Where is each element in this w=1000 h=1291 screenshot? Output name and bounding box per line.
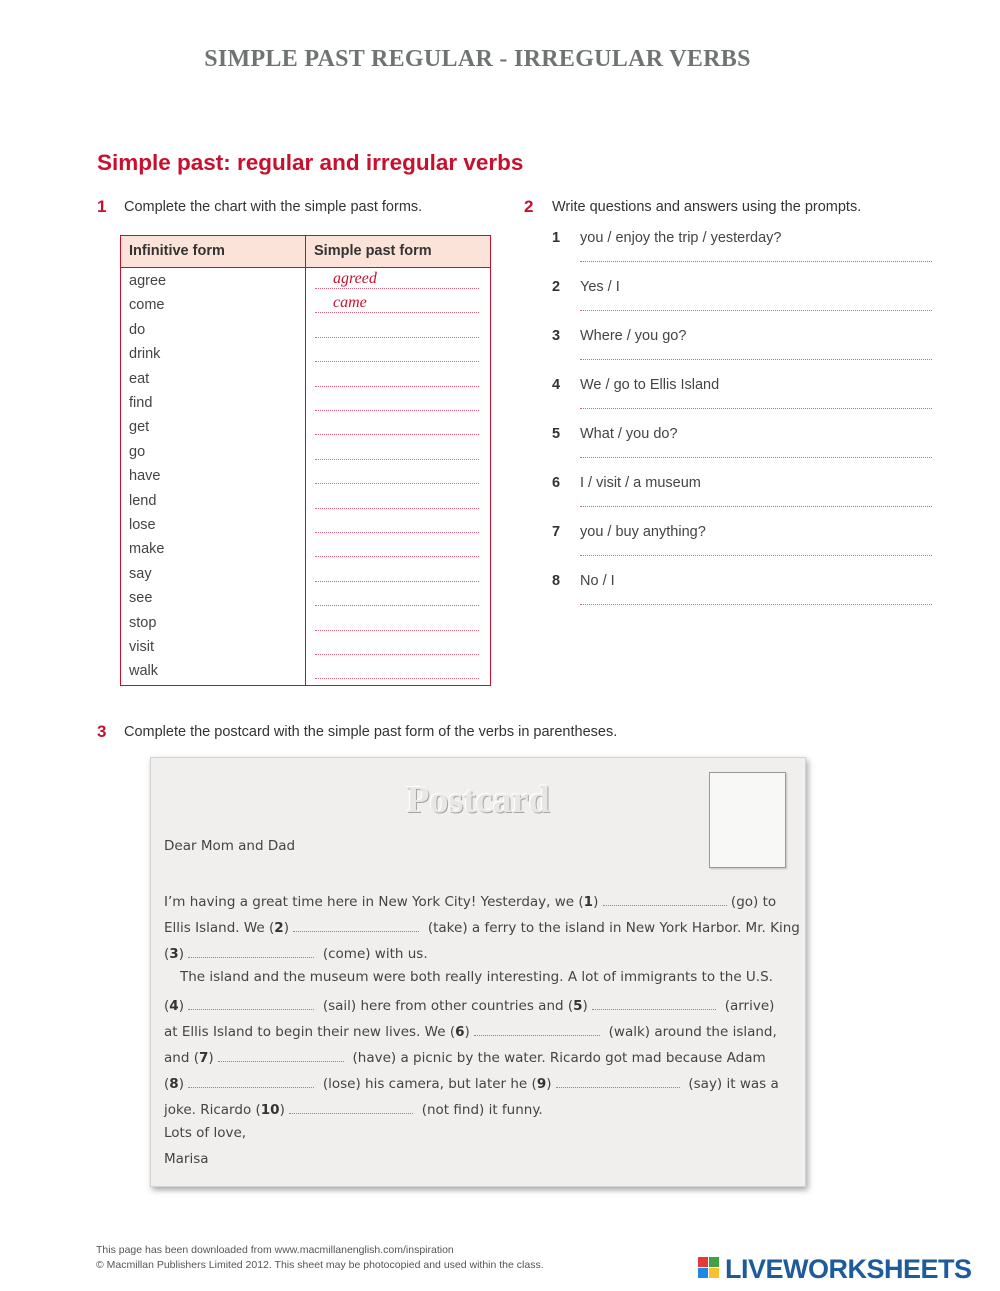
- text: Ellis Island. We (: [164, 920, 275, 936]
- chart-row: [121, 319, 490, 343]
- blank-8-input[interactable]: [188, 1073, 314, 1088]
- postcard-line: (4) (sail) here from other countries and (5) (arrive): [164, 995, 774, 1014]
- blank-9-input[interactable]: [556, 1073, 680, 1088]
- text: (go) to: [730, 894, 777, 910]
- logo-square: [698, 1257, 708, 1267]
- logo-square: [698, 1268, 708, 1278]
- blank-1-input[interactable]: [603, 891, 727, 906]
- exercise-1-header: [97, 197, 423, 217]
- blank-10-input[interactable]: [289, 1099, 413, 1114]
- simple-past-input[interactable]: [315, 508, 479, 509]
- prompt-number: 6: [552, 475, 561, 491]
- text: joke. Ricardo (: [164, 1102, 261, 1118]
- text: and (: [164, 1050, 199, 1066]
- exercise-number: 2: [524, 197, 534, 216]
- prompt-text: We / go to Ellis Island: [580, 377, 720, 393]
- simple-past-input[interactable]: [315, 312, 479, 313]
- answer-input[interactable]: [580, 555, 932, 556]
- blank-number: 9: [536, 1076, 547, 1092]
- blank-7-input[interactable]: [218, 1047, 344, 1062]
- blank-number: 7: [198, 1050, 209, 1066]
- postcard-line: (3) (come) with us.: [164, 943, 428, 962]
- simple-past-input[interactable]: [315, 556, 479, 557]
- prompt-item: [552, 426, 932, 474]
- prompt-number: 3: [552, 328, 561, 344]
- exercise-number: 3: [97, 722, 107, 741]
- filled-answer: agreed: [333, 270, 377, 287]
- simple-past-input[interactable]: [315, 630, 479, 631]
- answer-input[interactable]: [580, 408, 932, 409]
- simple-past-input[interactable]: [315, 459, 479, 460]
- infinitive-form: get: [129, 419, 150, 436]
- simple-past-input[interactable]: [315, 678, 479, 679]
- prompt-item: [552, 475, 932, 523]
- exercise-2-header: [524, 197, 862, 217]
- exercise-number: 1: [97, 197, 107, 216]
- prompt-number: 7: [552, 524, 561, 540]
- blank-number: 8: [169, 1076, 179, 1092]
- prompt-item: [552, 328, 932, 376]
- simple-past-input[interactable]: [315, 386, 479, 387]
- text: (take) a ferry to the island in New York Harbor. Mr. King: [427, 920, 800, 936]
- simple-past-input[interactable]: [315, 288, 479, 289]
- infinitive-form: agree: [129, 273, 167, 289]
- stamp-box: [709, 772, 786, 868]
- blank-number: 3: [169, 946, 179, 962]
- prompt-number: 5: [552, 426, 561, 442]
- chart-row: [121, 270, 490, 294]
- filled-answer: came: [333, 294, 367, 312]
- infinitive-form: lend: [129, 492, 157, 509]
- answer-input[interactable]: [580, 604, 932, 605]
- section-heading: Simple past: regular and irregular verbs: [97, 150, 524, 175]
- simple-past-input[interactable]: [315, 532, 479, 533]
- blank-number: 6: [455, 1024, 465, 1040]
- chart-row: [121, 514, 490, 538]
- infinitive-form: make: [129, 541, 165, 558]
- simple-past-input[interactable]: [315, 410, 479, 411]
- infinitive-form: see: [129, 590, 153, 607]
- answer-input[interactable]: [580, 261, 932, 262]
- chart-row: [121, 563, 490, 587]
- chart-row: [121, 441, 490, 465]
- logo-icon: [698, 1257, 720, 1279]
- simple-past-input[interactable]: [315, 434, 479, 435]
- blank-6-input[interactable]: [474, 1021, 600, 1036]
- postcard-line: Ellis Island. We (2) (take) a ferry to the island in New York Harbor. Mr. King: [164, 917, 800, 936]
- blank-2-input[interactable]: [293, 917, 419, 932]
- chart-row: [121, 343, 490, 367]
- simple-past-input[interactable]: [315, 337, 479, 338]
- blank-number: 10: [260, 1102, 280, 1118]
- text: (sail) here from other countries and (: [322, 998, 574, 1014]
- chart-row: [121, 612, 490, 636]
- text: (lose) his camera, but later he (: [322, 1076, 537, 1092]
- logo-square: [709, 1268, 719, 1278]
- answer-input[interactable]: [580, 359, 932, 360]
- answer-input[interactable]: [580, 457, 932, 458]
- prompt-number: 8: [552, 573, 561, 589]
- prompt-item: [552, 573, 932, 621]
- simple-past-input[interactable]: [315, 581, 479, 582]
- footer-source: This page has been downloaded from www.macmillanenglish.com/inspiration: [96, 1244, 454, 1256]
- text: (have) a picnic by the water. Ricardo got mad because Adam: [352, 1050, 766, 1066]
- infinitive-form: find: [129, 395, 153, 411]
- postcard-line: and (7) (have) a picnic by the water. Ricardo got mad because Adam: [164, 1047, 766, 1066]
- blank-number: 1: [583, 894, 594, 910]
- postcard-signature: Marisa: [164, 1151, 209, 1167]
- prompt-number: 1: [552, 230, 561, 246]
- chart-row: [121, 465, 490, 489]
- simple-past-input[interactable]: [315, 483, 479, 484]
- text: (arrive): [724, 998, 775, 1014]
- infinitive-form: do: [129, 321, 146, 338]
- prompt-text: I / visit / a museum: [580, 475, 701, 491]
- text: I’m having a great time here in New York City! Yesterday, we (: [164, 894, 584, 910]
- chart-row: [121, 294, 490, 318]
- postcard-line: joke. Ricardo (10) (not find) it funny.: [164, 1099, 543, 1118]
- chart-row: [121, 416, 490, 440]
- simple-past-input[interactable]: [315, 654, 479, 655]
- prompt-item: [552, 377, 932, 425]
- text: (come) with us.: [322, 946, 428, 962]
- verb-chart: [120, 235, 491, 686]
- prompt-text: No / I: [580, 573, 615, 589]
- prompt-text: Where / you go?: [580, 328, 687, 344]
- infinitive-form: lose: [129, 517, 156, 533]
- postcard-title: Postcard: [406, 779, 550, 821]
- chart-row: [121, 587, 490, 611]
- postcard: [150, 757, 806, 1187]
- postcard-line: The island and the museum were both really interesting. A lot of immigrants to the U.S.: [180, 969, 773, 985]
- exercise-instruction: Complete the postcard with the simple past form of the verbs in parentheses.: [124, 724, 618, 740]
- infinitive-form: visit: [129, 639, 154, 655]
- blank-4-input[interactable]: [188, 995, 314, 1010]
- prompt-number: 4: [552, 377, 561, 393]
- column-header-simple-past: Simple past form: [314, 243, 432, 259]
- blank-3-input[interactable]: [188, 943, 314, 958]
- document-title: SIMPLE PAST REGULAR - IRREGULAR VERBS: [204, 46, 751, 72]
- chart-row: [121, 392, 490, 416]
- prompt-text: you / buy anything?: [580, 524, 706, 540]
- infinitive-form: have: [129, 468, 161, 485]
- chart-row: [121, 660, 490, 684]
- chart-row: [121, 636, 490, 660]
- infinitive-form: say: [129, 565, 152, 582]
- text: at Ellis Island to begin their new lives. We (: [164, 1024, 456, 1040]
- text: (not find) it funny.: [421, 1102, 543, 1118]
- infinitive-form: stop: [129, 614, 157, 631]
- prompt-item: [552, 524, 932, 572]
- infinitive-form: come: [129, 297, 165, 314]
- infinitive-form: eat: [129, 370, 150, 387]
- infinitive-form: go: [129, 443, 146, 460]
- logo-text: LIVEWORKSHEETS: [725, 1254, 972, 1284]
- simple-past-input[interactable]: [315, 361, 479, 362]
- prompt-text: Yes / I: [580, 279, 620, 295]
- prompt-item: [552, 230, 932, 278]
- postcard-line: (8) (lose) his camera, but later he (9) (say) it was a: [164, 1073, 779, 1092]
- prompt-number: 2: [552, 279, 561, 295]
- footer-copyright: © Macmillan Publishers Limited 2012. This sheet may be photocopied and used within the class.: [96, 1259, 544, 1271]
- simple-past-input[interactable]: [315, 605, 479, 606]
- prompt-item: [552, 279, 932, 327]
- text: (say) it was a: [688, 1076, 779, 1092]
- prompt-text: What / you do?: [580, 426, 678, 442]
- footer: [96, 1243, 544, 1273]
- exercise-3-header: [97, 722, 618, 742]
- chart-row: [121, 538, 490, 562]
- blank-5-input[interactable]: [592, 995, 716, 1010]
- logo-square: [709, 1257, 719, 1267]
- prompt-text: you / enjoy the trip / yesterday?: [580, 230, 782, 246]
- postcard-closing: Lots of love,: [164, 1125, 247, 1141]
- exercise-instruction: Write questions and answers using the prompts.: [552, 199, 862, 215]
- column-header-infinitive: Infinitive form: [129, 243, 225, 259]
- chart-row: [121, 490, 490, 514]
- blank-number: 4: [169, 998, 179, 1014]
- chart-row: [121, 368, 490, 392]
- blank-number: 5: [573, 998, 583, 1014]
- blank-number: 2: [274, 920, 284, 936]
- text: (walk) around the island,: [608, 1024, 777, 1040]
- postcard-line: at Ellis Island to begin their new lives. We (6) (walk) around the island,: [164, 1021, 777, 1040]
- answer-input[interactable]: [580, 506, 932, 507]
- infinitive-form: walk: [129, 663, 159, 680]
- postcard-line: I’m having a great time here in New York City! Yesterday, we (1) (go) to: [164, 891, 776, 910]
- infinitive-form: drink: [129, 346, 161, 363]
- postcard-greeting: Dear Mom and Dad: [164, 838, 296, 854]
- answer-input[interactable]: [580, 310, 932, 311]
- exercise-instruction: Complete the chart with the simple past forms.: [124, 199, 423, 215]
